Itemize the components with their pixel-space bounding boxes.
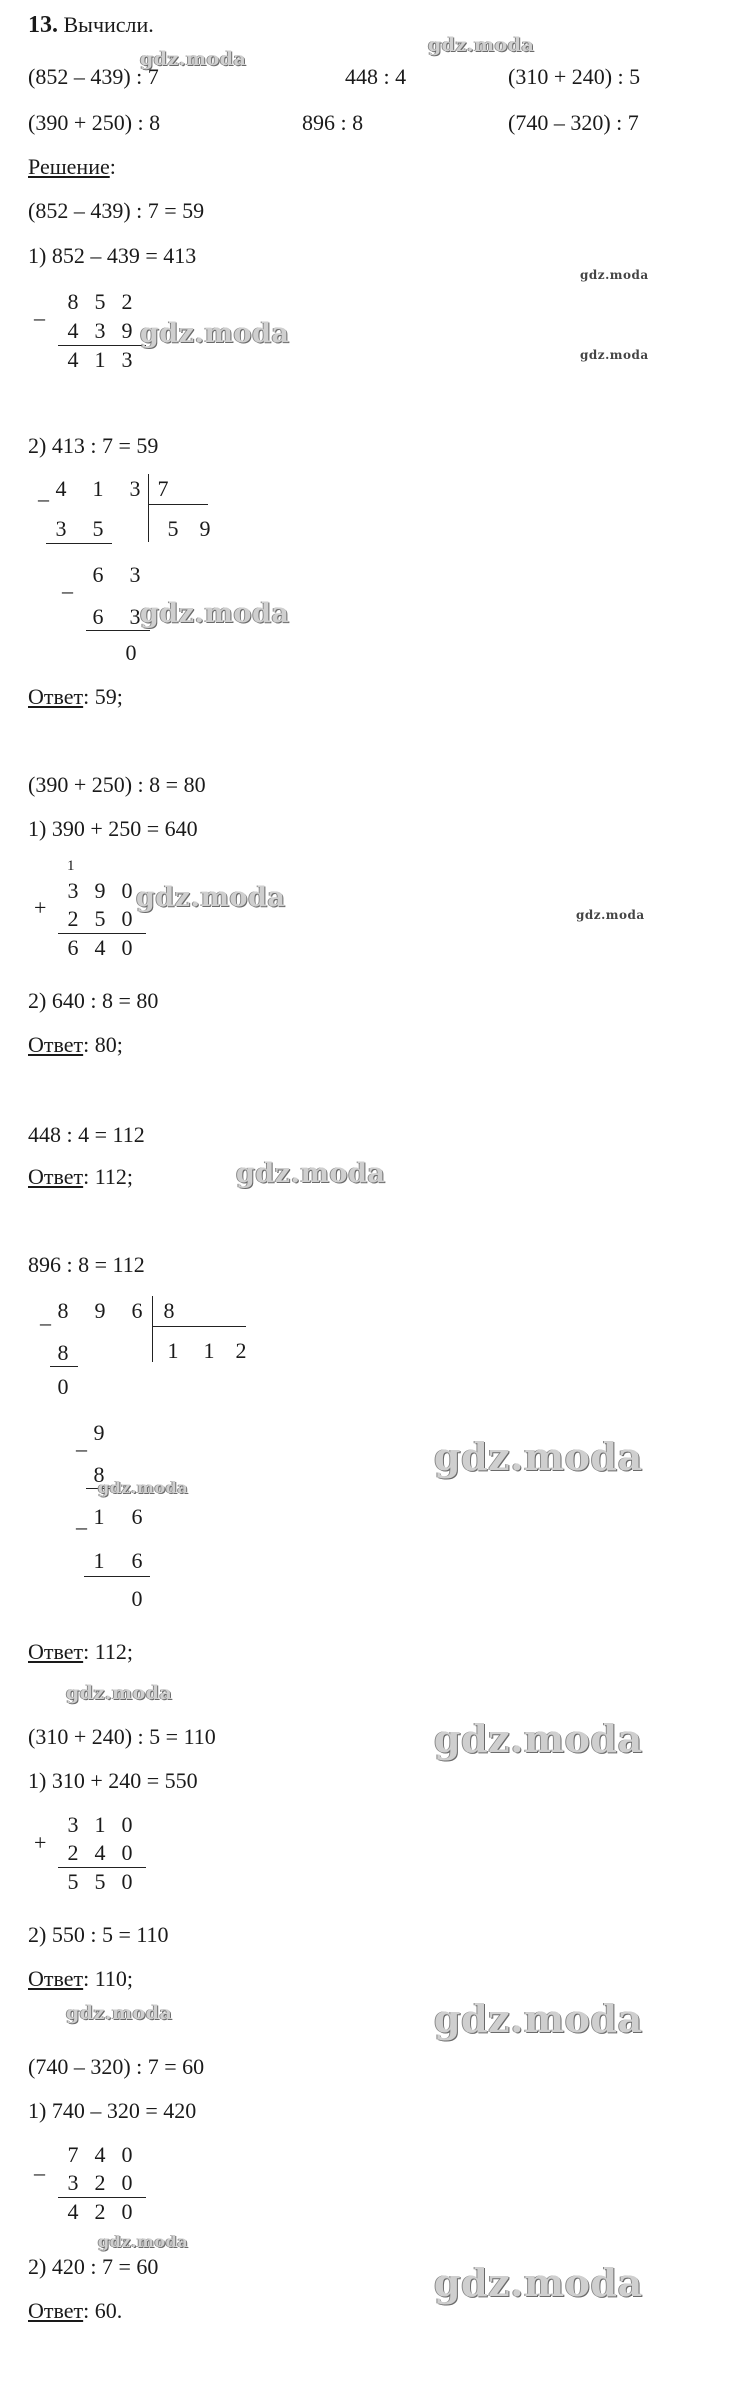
digit: 1 [94,1812,106,1837]
s6-answer [28,2298,122,2324]
digit: 3 [67,1812,79,1837]
s6-step1: 1) 740 – 320 = 420 [28,2098,197,2123]
answer-label: Ответ [28,1966,84,1991]
digit: 3 [121,347,133,372]
digit: 7 [67,2142,79,2167]
watermark: gdz.moda [434,1716,643,1761]
quotient-digit: 2 [235,1338,247,1363]
digit: 3 [67,2170,79,2195]
digit: 4 [67,2199,79,2224]
minus-sign: – [76,1514,87,1539]
digit: 3 [94,318,106,343]
digit: 0 [121,935,133,960]
sum-line [58,1867,146,1868]
s1-expression: (852 – 439) : 7 = 59 [28,198,205,223]
digit: 8 [57,1340,69,1365]
watermark: gdz.moda [66,2002,173,2024]
digit: 4 [94,1840,106,1865]
answer-value: : 59; [83,684,123,709]
digit: 6 [131,1504,143,1529]
remainder: 0 [131,1586,143,1611]
watermark: gdz.moda [140,48,247,70]
s2-answer [28,1032,123,1058]
digit: 2 [121,289,133,314]
digit: 6 [131,1548,143,1573]
digit: 2 [94,2170,106,2195]
answer-value: : 110; [83,1966,134,1991]
exercise-title: Вычисли. [63,12,154,37]
s5-answer [28,1966,133,1992]
quotient-digit: 1 [167,1338,179,1363]
s5-step1: 1) 310 + 240 = 550 [28,1768,198,1793]
partial-line [50,1366,78,1367]
digit: 8 [67,289,79,314]
digit: 0 [121,906,133,931]
plus-sign: + [34,1830,47,1855]
s4-answer [28,1639,133,1665]
minus-sign: – [34,2160,45,2185]
digit: 4 [94,935,106,960]
task-3: (310 + 240) : 5 [508,64,641,89]
watermark: gdz.moda [576,908,645,922]
digit: 3 [55,516,67,541]
digit: 1 [93,1548,105,1573]
digit: 6 [92,562,104,587]
digit: 2 [67,906,79,931]
task-5: 896 : 8 [302,110,364,135]
minus-sign: – [76,1436,87,1461]
s2-step1: 1) 390 + 250 = 640 [28,816,198,841]
digit: 1 [93,1504,105,1529]
digit: 5 [67,1869,79,1894]
digit: 2 [94,2199,106,2224]
digit: 2 [67,1840,79,1865]
exercise-number: 13. [28,12,58,38]
digit: 5 [94,289,106,314]
s2-expression: (390 + 250) : 8 = 80 [28,772,206,797]
watermark: gdz.moda [98,2232,189,2251]
s1-step2: 2) 413 : 7 = 59 [28,433,159,458]
digit: 0 [121,1840,133,1865]
division-bracket [148,474,149,542]
minus-sign: – [38,486,49,511]
digit: 0 [121,2170,133,2195]
sum-line [58,2197,146,2198]
answer-label: Ответ [28,1164,84,1189]
quotient-line [148,504,208,505]
digit: 0 [121,2142,133,2167]
watermark: gdz.moda [236,1158,386,1189]
watermark: gdz.moda [434,1434,643,1479]
division-bracket [152,1296,153,1362]
digit: 3 [67,878,79,903]
answer-label: Ответ [28,1639,84,1664]
answer-label: Ответ [28,2298,84,2323]
answer-value: : 60. [83,2298,123,2323]
watermark: gdz.moda [140,598,290,629]
answer-label: Ответ [28,1032,84,1057]
watermark: gdz.moda [140,318,290,349]
digit: 3 [129,604,141,629]
digit: 6 [67,935,79,960]
digit: 1 [94,347,106,372]
partial-line [46,543,112,544]
digit: 9 [93,1420,105,1445]
s2-step2: 2) 640 : 8 = 80 [28,988,159,1013]
partial-line [86,630,150,631]
quotient-digit: 1 [203,1338,215,1363]
plus-sign: + [34,895,47,920]
digit: 4 [67,347,79,372]
answer-value: : 80; [83,1032,123,1057]
s3-answer [28,1164,133,1190]
task-1: (852 – 439) : 7 [28,64,159,89]
quotient-line [152,1326,246,1327]
digit: 3 [129,562,141,587]
solution-label: Решение [28,154,110,179]
watermark: gdz.moda [98,1478,189,1497]
watermark: gdz.moda [580,268,649,282]
remainder: 0 [125,640,137,665]
task-4: (390 + 250) : 8 [28,110,161,135]
watermark: gdz.moda [434,1996,643,2041]
s1-answer [28,684,123,710]
digit: 5 [92,516,104,541]
answer-value: : 112; [83,1164,134,1189]
watermark: gdz.moda [580,348,649,362]
s5-step2: 2) 550 : 5 = 110 [28,1922,169,1947]
answer-label: Ответ [28,684,84,709]
watermark: gdz.moda [136,882,286,913]
digit: 4 [94,2142,106,2167]
digit: 6 [131,1298,143,1323]
solution-heading: Решение: [28,154,116,179]
digit: 0 [121,1812,133,1837]
digit: 0 [121,1869,133,1894]
digit: 4 [67,318,79,343]
minus-sign: – [62,578,73,603]
sum-line [58,933,146,934]
digit: 6 [92,604,104,629]
minus-sign: – [40,1310,51,1335]
digit: 0 [57,1374,69,1399]
s1-step1: 1) 852 – 439 = 413 [28,243,197,268]
s6-step2: 2) 420 : 7 = 60 [28,2254,159,2279]
watermark: gdz.moda [434,2260,643,2305]
digit: 8 [57,1298,69,1323]
s5-expression: (310 + 240) : 5 = 110 [28,1724,216,1749]
digit: 1 [92,476,104,501]
digit: 5 [94,1869,106,1894]
s4-expression: 896 : 8 = 112 [28,1252,145,1277]
digit: 9 [121,318,133,343]
watermark: gdz.moda [428,34,535,56]
digit: 9 [94,1298,106,1323]
digit: 9 [94,878,106,903]
quotient-digit: 5 [167,516,179,541]
carry-digit: 1 [67,858,75,874]
digit: 0 [121,2199,133,2224]
digit: 3 [129,476,141,501]
exercise-header [28,12,154,38]
quotient-digit: 9 [199,516,211,541]
digit: 8 [93,1462,105,1487]
sum-line [58,345,146,346]
digit: 5 [94,906,106,931]
minus-sign: – [34,305,45,330]
task-6: (740 – 320) : 7 [508,110,639,135]
s6-expression: (740 – 320) : 7 = 60 [28,2054,205,2079]
divisor: 8 [163,1298,175,1323]
partial-line [84,1576,150,1577]
task-2: 448 : 4 [345,64,407,89]
digit: 4 [55,476,67,501]
digit: 0 [121,878,133,903]
divisor: 7 [157,476,169,501]
answer-value: : 112; [83,1639,134,1664]
s3-expression: 448 : 4 = 112 [28,1122,145,1147]
watermark: gdz.moda [66,1682,173,1704]
